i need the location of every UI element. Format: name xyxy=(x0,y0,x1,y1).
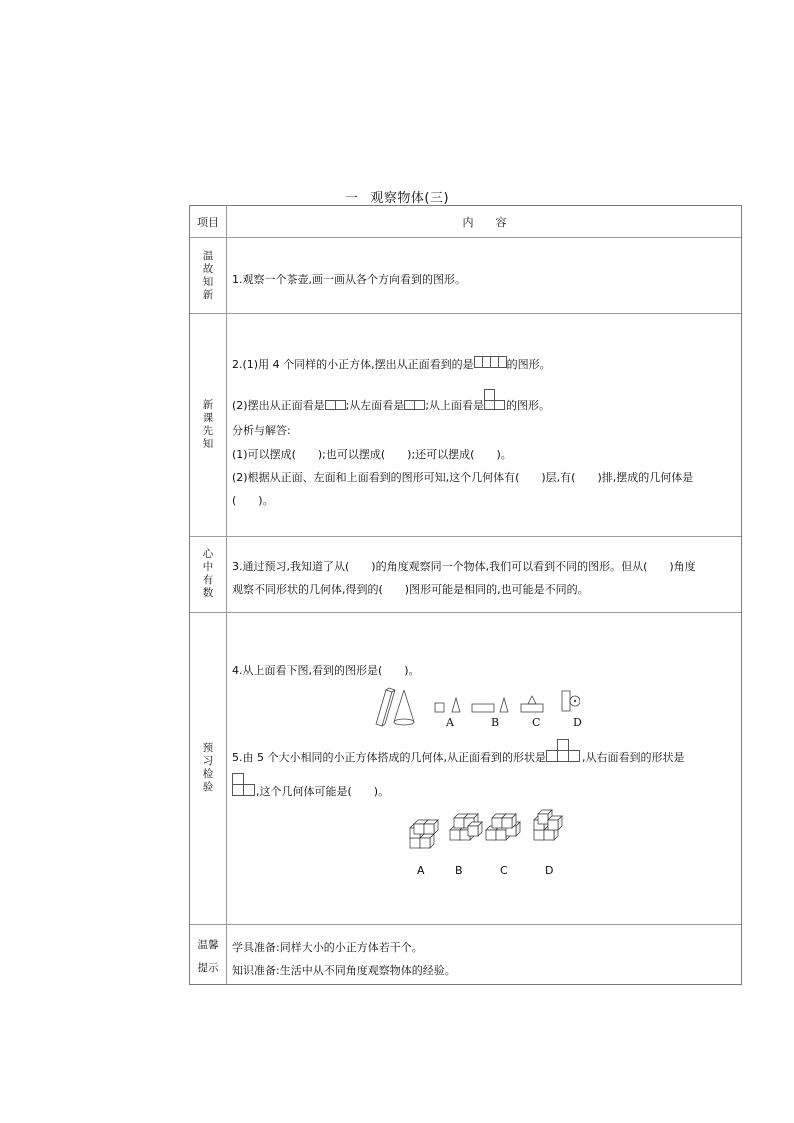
tips-line-2: 知识准备:生活中从不同角度观察物体的经验。 xyxy=(232,964,456,977)
q5-option-a: A xyxy=(417,864,425,877)
option-c-cubes xyxy=(486,814,520,840)
left-view-2-squares xyxy=(404,400,425,413)
q2b-part4: 的图形。 xyxy=(506,399,551,412)
option-d-shapes xyxy=(562,691,580,711)
analysis-heading: 分析与解答: xyxy=(232,424,291,437)
front-view-4-squares xyxy=(474,356,507,368)
front-view-shape xyxy=(546,750,582,762)
page-title xyxy=(0,187,794,206)
label-new: 新 课 先 知 xyxy=(202,399,214,450)
q2a-text: 2.(1)用 4 个同样的小正方体,摆出从正面看到的是 xyxy=(232,358,474,371)
row-divider xyxy=(190,536,741,537)
tilted-prism-icon xyxy=(376,688,395,726)
label-tips-1: 温馨 xyxy=(197,939,219,951)
question-3-line2: 观察不同形状的几何体,得到的( )图形可能是相同的,也可能是不同的。 xyxy=(232,583,589,596)
answer-2a: (2)根据从正面、左面和上面看到的图形可知,这个几何体有( )层,有( )排,摆成的几何体是 xyxy=(232,471,694,484)
q5-option-d: D xyxy=(545,864,554,877)
q5a-tail: ,从右面看到的形状是 xyxy=(581,751,685,764)
label-review: 温 故 知 新 xyxy=(202,250,214,301)
label-tips-2: 提示 xyxy=(197,962,219,974)
header-item: 项目 xyxy=(197,216,219,229)
top-view-3-squares xyxy=(484,400,506,410)
q4-option-b: B xyxy=(491,716,500,729)
q5b-text: ,这个几何体可能是( )。 xyxy=(256,785,390,798)
q2b-part2: ;从左面看是 xyxy=(345,399,405,412)
option-a-cubes xyxy=(410,820,438,848)
option-c-shapes xyxy=(521,696,543,712)
option-b-cubes xyxy=(450,814,482,840)
option-b-shapes xyxy=(472,698,508,712)
answer-2b: ( )。 xyxy=(232,494,274,507)
answer-1: (1)可以摆成( );也可以摆成( );还可以摆成( )。 xyxy=(232,448,512,461)
question-2a xyxy=(232,356,551,372)
label-mind: 心 中 有 数 xyxy=(202,548,214,599)
header-content: 内 容 xyxy=(462,216,507,229)
question-1: 1.观察一个茶壶,画一画从各个方向看到的图形。 xyxy=(232,273,466,286)
title-text: 观察物体(三) xyxy=(370,191,450,206)
question-4: 4.从上面看下图,看到的图形是( )。 xyxy=(232,664,420,677)
worksheet-table xyxy=(189,205,742,985)
question-3-line1: 3.通过预习,我知道了从( )的角度观察同一个物体,我们可以看到不同的图形。但从( )角度 xyxy=(232,560,696,573)
row-divider xyxy=(190,924,741,925)
q4-option-c: C xyxy=(532,716,541,729)
q4-option-a: A xyxy=(446,716,454,729)
question-5b xyxy=(232,783,389,799)
row-divider xyxy=(190,612,741,613)
row-divider xyxy=(190,313,741,314)
column-divider xyxy=(226,206,227,984)
q4-option-d: D xyxy=(573,716,582,729)
question-5a xyxy=(232,749,684,765)
title-dash: 一 xyxy=(344,191,359,206)
q5a-text: 5.由 5 个大小相同的小正方体搭成的几何体,从正面看到的形状是 xyxy=(232,751,546,764)
right-view-shape xyxy=(232,784,256,796)
q2a-tail: 的图形。 xyxy=(506,358,551,371)
q5-cube-figures xyxy=(408,806,568,856)
q5-option-c: C xyxy=(500,864,508,877)
row-divider xyxy=(190,237,741,238)
tips-line-1: 学具准备:同样大小的小正方体若干个。 xyxy=(232,941,423,954)
option-d-cubes xyxy=(534,810,562,840)
front-view-2-squares xyxy=(325,400,346,413)
question-2b xyxy=(232,397,550,413)
q2b-part1: (2)摆出从正面看是 xyxy=(232,399,325,412)
label-preview: 预 习 检 验 xyxy=(202,742,214,793)
cone-icon xyxy=(394,690,414,725)
q2b-part3: ;从上面看是 xyxy=(425,399,485,412)
option-a-shapes xyxy=(435,698,460,712)
q5-option-b: B xyxy=(455,864,463,877)
q4-figure xyxy=(370,686,580,730)
